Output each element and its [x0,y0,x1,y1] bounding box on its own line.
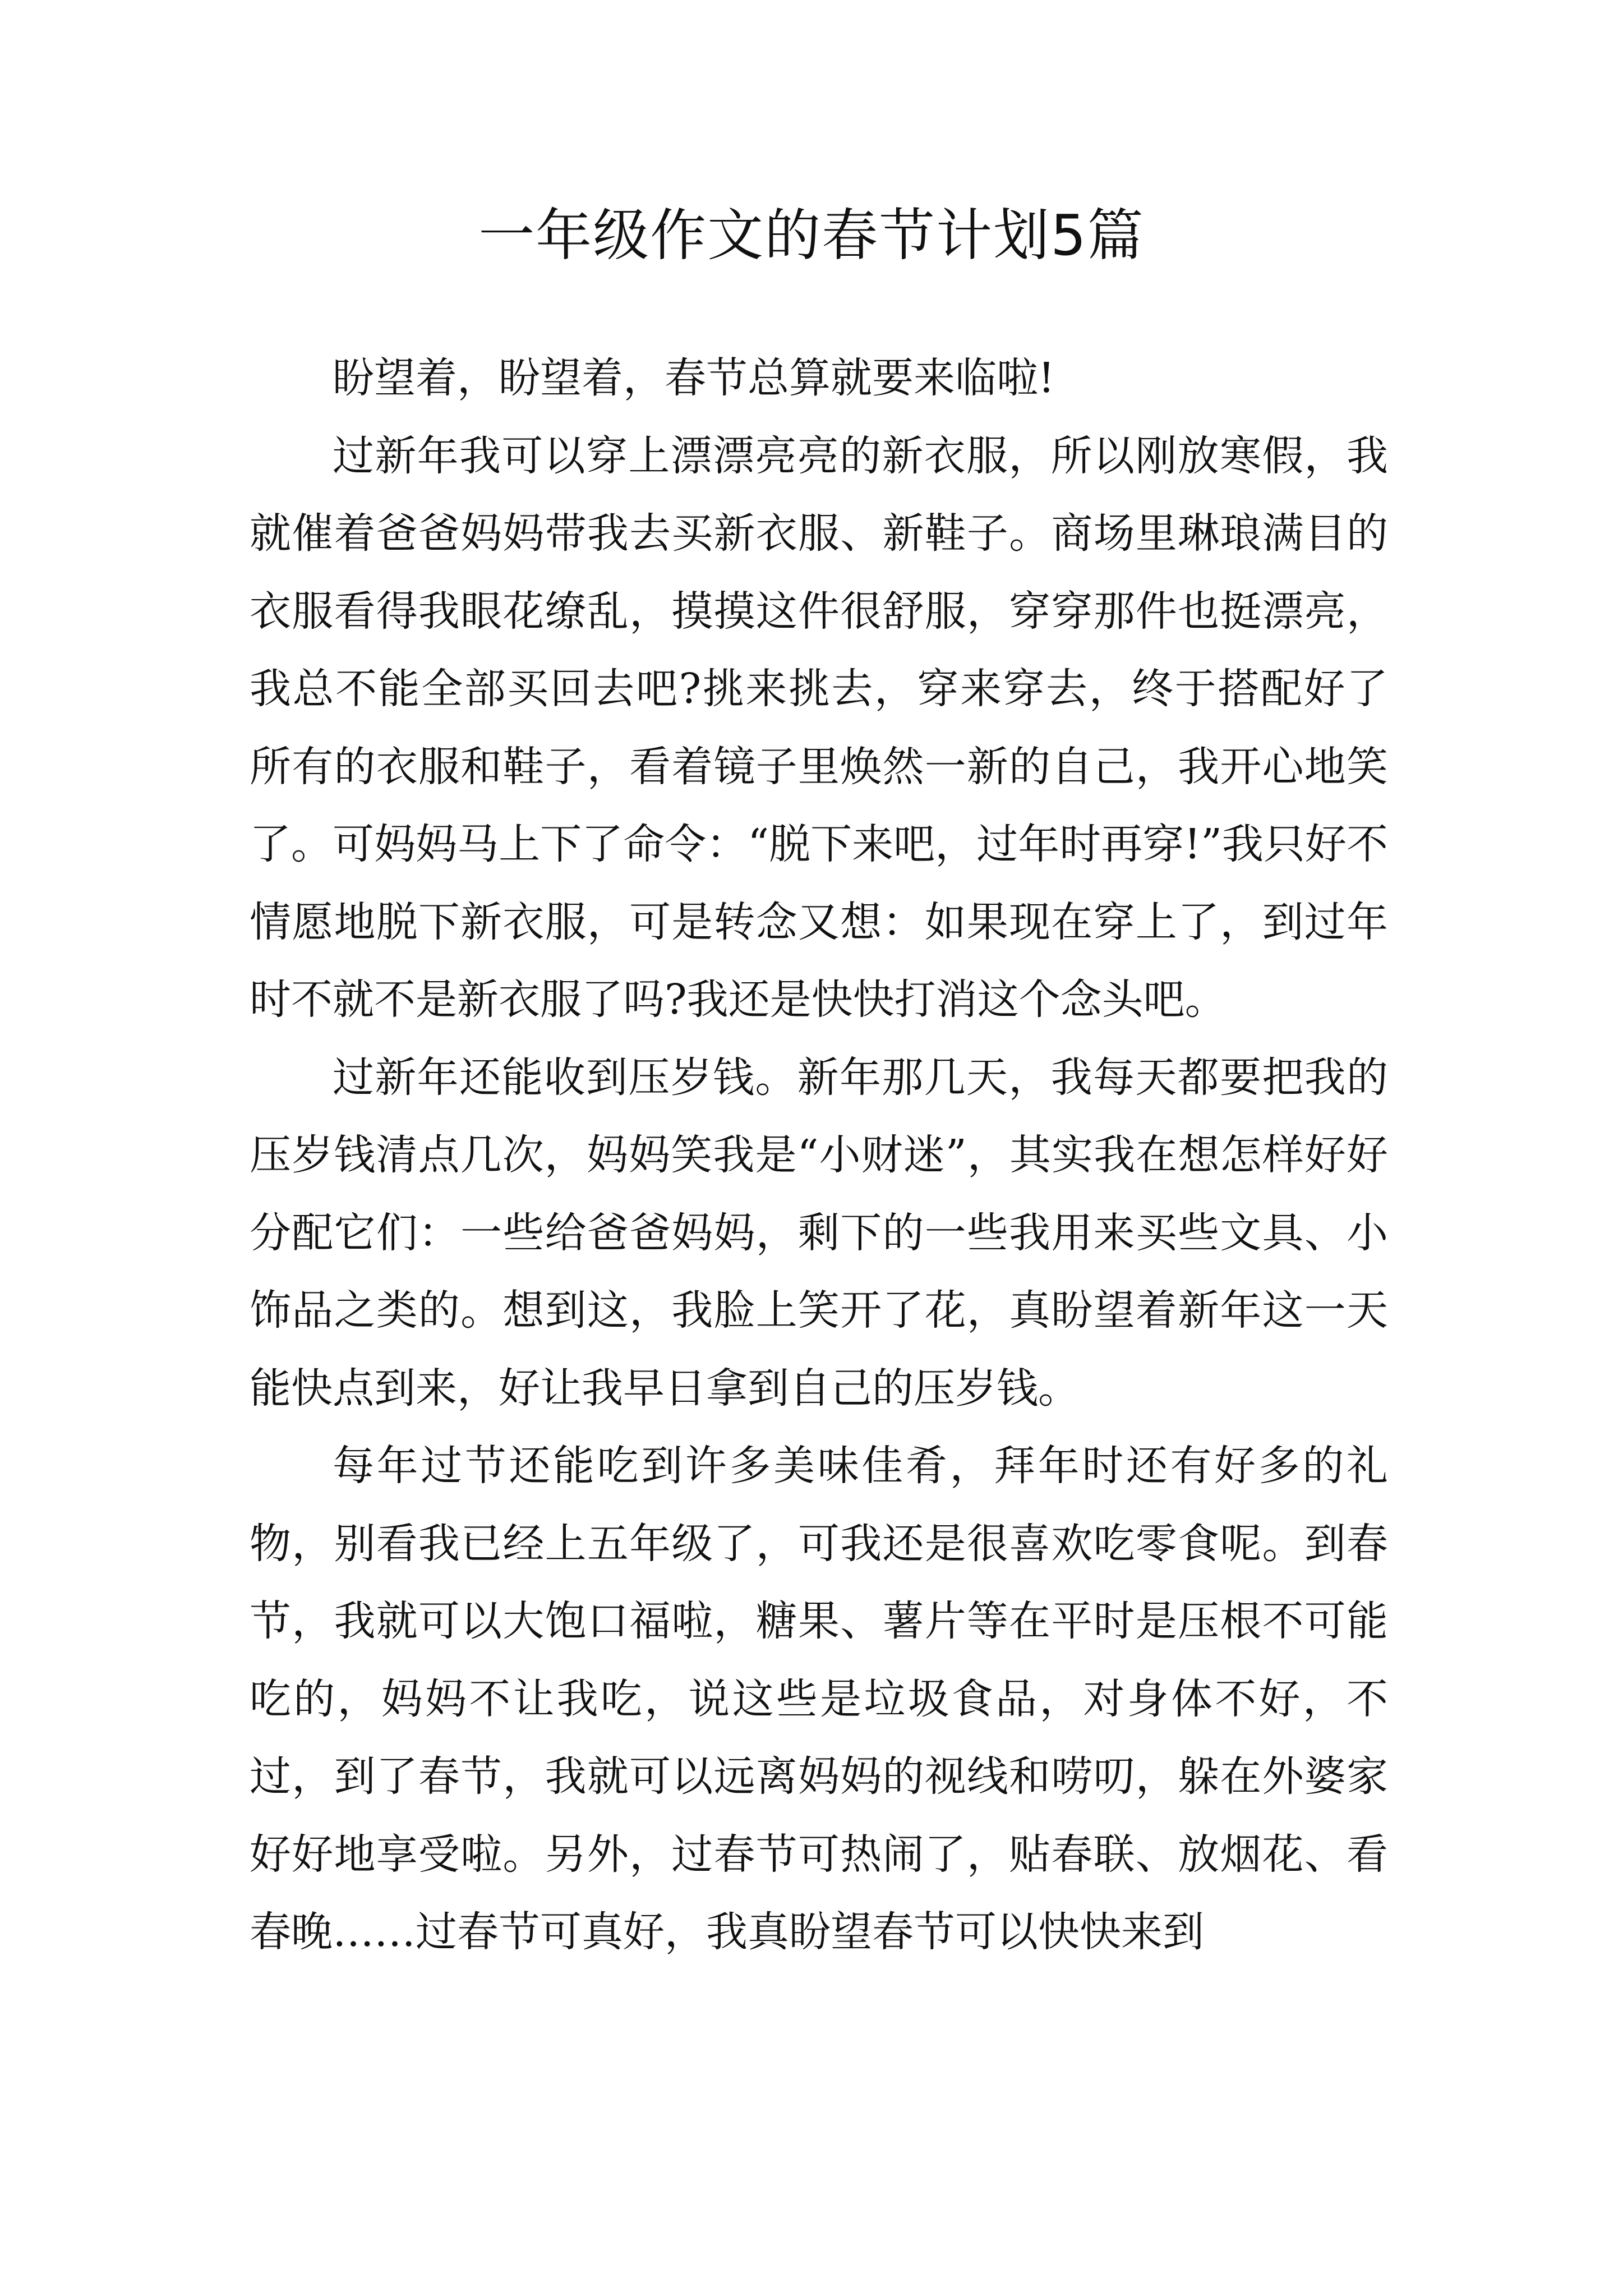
paragraph-3: 过新年还能收到压岁钱。新年那几天，我每天都要把我的压岁钱清点几次，妈妈笑我是“小财迷”，其实我在想怎样好好分配它们：一些给爸爸妈妈，剩下的一些我用来买些文具、小饰品之类的。想到这，我脸上笑开了花，真盼望着新年这一天能快点到来，好让我早日拿到自己的压岁钱。 [250,1053,1388,1412]
paragraph-1: 盼望着，盼望着，春节总算就要来临啦! [333,354,1055,402]
paragraph-4: 每年过节还能吃到许多美味佳肴，拜年时还有好多的礼物，别看我已经上五年级了，可我还是很喜欢吃零食呢。到春节，我就可以大饱口福啦，糖果、薯片等在平时是压根不可能吃的，妈妈不让我吃，说这些是垃圾食品，对身体不好，不过，到了春节，我就可以远离妈妈的视线和唠叨，躲在外婆家好好地享受啦。另外，过春节可热闹了，贴春联、放烟花、看春晚……过春节可真好，我真盼望春节可以快快来到 [250,1442,1388,1956]
document-title: 一年级作文的春节计划5篇 [478,203,1145,268]
document-body [250,339,1388,1971]
paragraph-2: 过新年我可以穿上漂漂亮亮的新衣服，所以刚放寒假，我就催着爸爸妈妈带我去买新衣服、新鞋子。商场里琳琅满目的衣服看得我眼花缭乱，摸摸这件很舒服，穿穿那件也挺漂亮，我总不能全部买回去吧?挑来挑去，穿来穿去，终于搭配好了所有的衣服和鞋子，看着镜子里焕然一新的自己，我开心地笑了。可妈妈马上下了命令：“脱下来吧，过年时再穿!”我只好不情愿地脱下新衣服，可是转念又想：如果现在穿上了，到过年时不就不是新衣服了吗?我还是快快打消这个念头吧。 [250,431,1388,1024]
